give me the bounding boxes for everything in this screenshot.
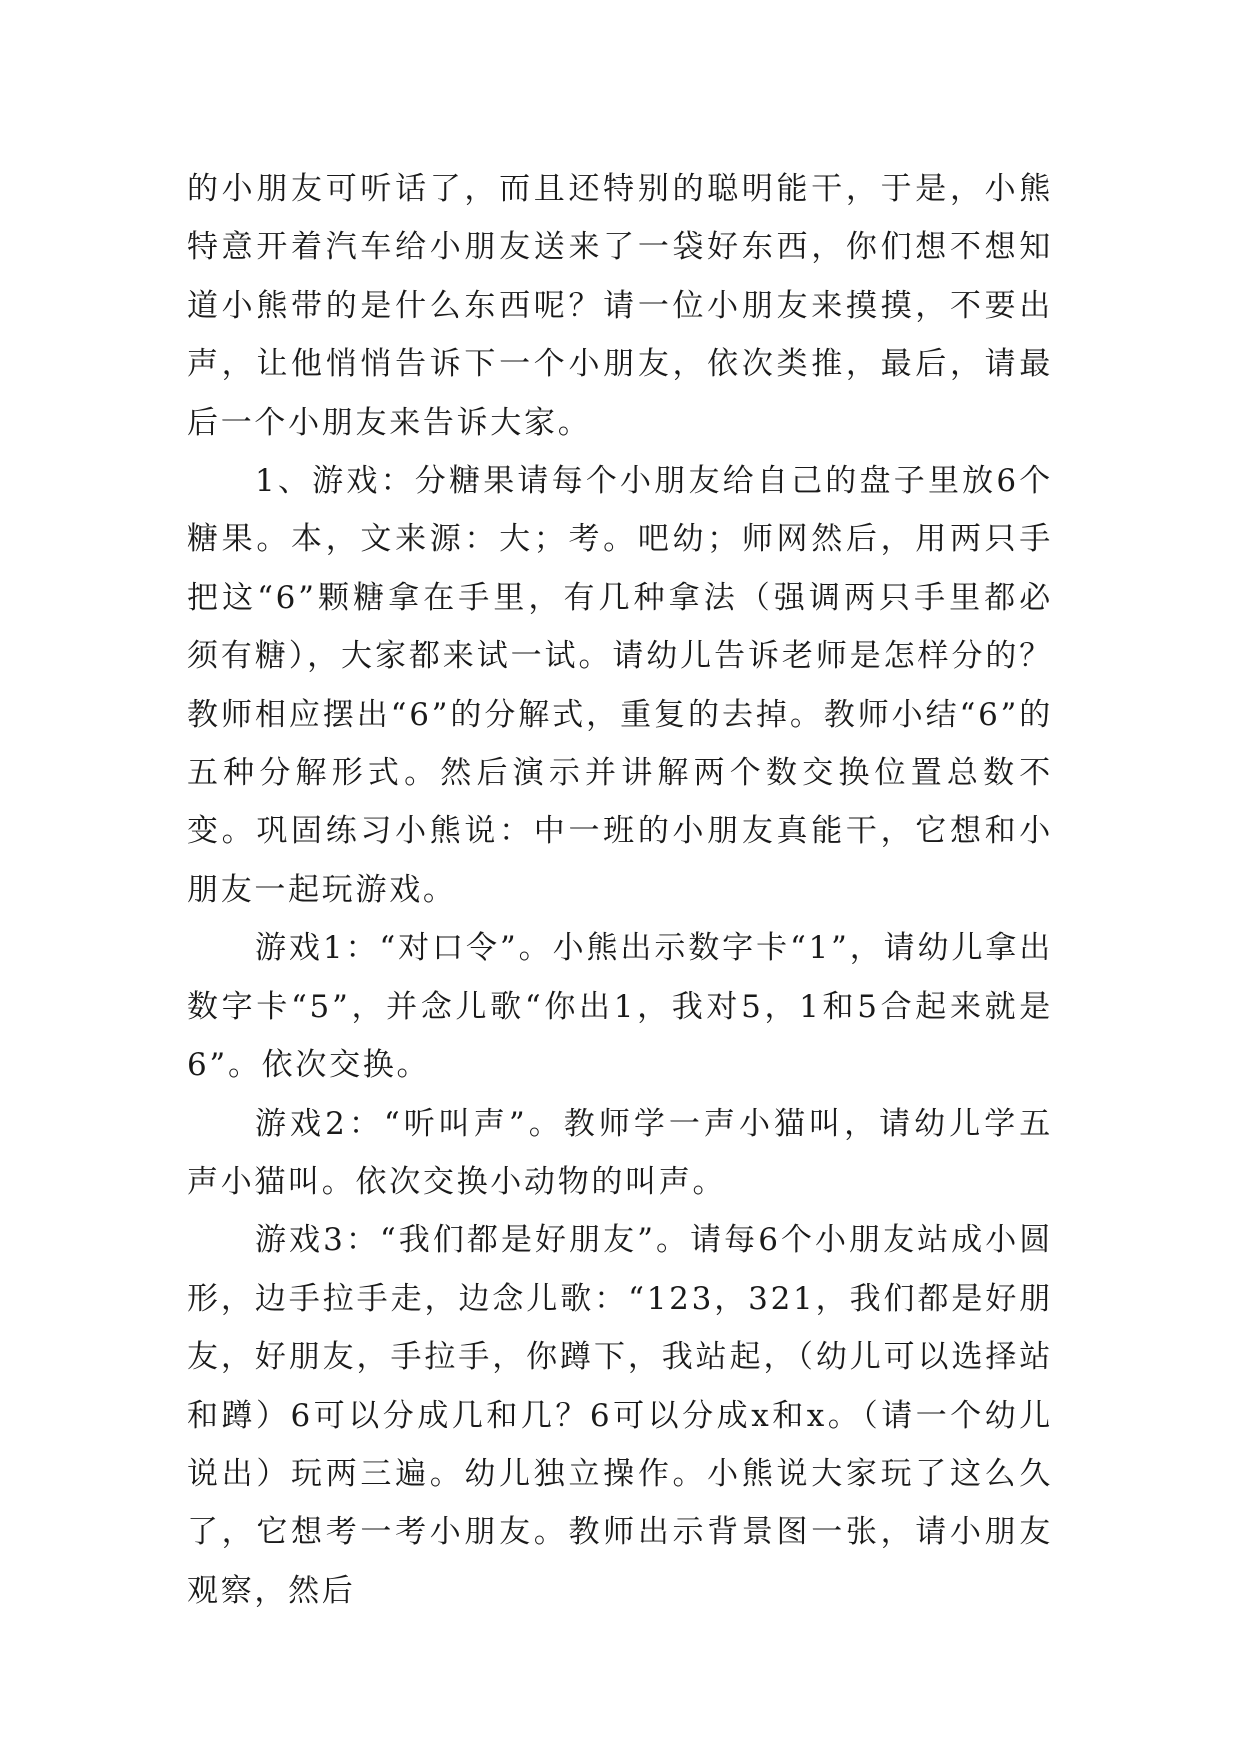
paragraph-game-candy: 1、游戏：分糖果请每个小朋友给自己的盘子里放6个糖果。本，文来源：大；考。吧幼；师网然后，用两只手把这“6”颗糖拿在手里，有几种拿法（强调两只手里都必须有糖），大家都来试一试。请幼儿告诉老师是怎样分的？教师相应摆出“6”的分解式，重复的去掉。教师小结“6”的五种分解形式。然后演示并讲解两个数交换位置总数不变。巩固练习小熊说：中一班的小朋友真能干，它想和小朋友一起玩游戏。 <box>187 463 1053 908</box>
paragraph-game-3: 游戏3：“我们都是好朋友”。请每6个小朋友站成小圆形，边手拉手走，边念儿歌：“123，321，我们都是好朋友，好朋友，手拉手，你蹲下，我站起，（幼儿可以选择站和蹲）6可以分成几和几？6可以分成x和x。（请一个幼儿说出）玩两三遍。幼儿独立操作。小熊说大家玩了这么久了，它想考一考小朋友。教师出示背景图一张，请小朋友观察，然后 <box>187 1222 1053 1609</box>
paragraph-game-1: 游戏1：“对口令”。小熊出示数字卡“1”，请幼儿拿出数字卡“5”，并念儿歌“你出1，我对5，1和5合起来就是6”。依次交换。 <box>187 930 1053 1084</box>
paragraph-story-intro: 的小朋友可听话了，而且还特别的聪明能干，于是，小熊特意开着汽车给小朋友送来了一袋好东西，你们想不想知道小熊带的是什么东西呢？请一位小朋友来摸摸，不要出声，让他悄悄告诉下一个小朋友，依次类推，最后，请最后一个小朋友来告诉大家。 <box>187 171 1053 441</box>
body-text <box>187 160 1053 1620</box>
paragraph-game-2: 游戏2：“听叫声”。教师学一声小猫叫，请幼儿学五声小猫叫。依次交换小动物的叫声。 <box>187 1105 1053 1200</box>
